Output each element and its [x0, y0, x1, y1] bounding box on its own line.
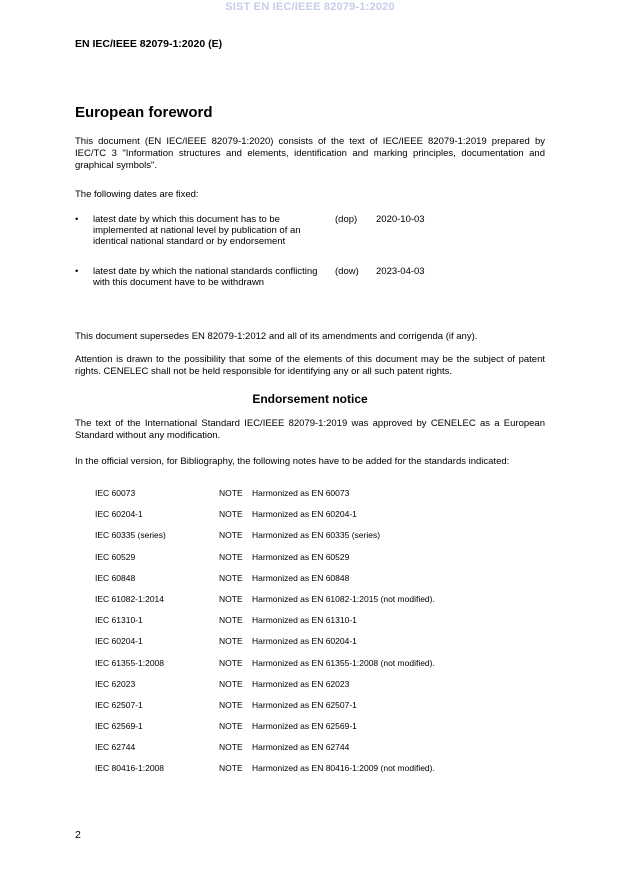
supersedes-text: This document supersedes EN 82079-1:2012 and all of its amendments and corrigenda (if any).: [75, 331, 478, 342]
standard-id: IEC 60204-1: [95, 636, 143, 647]
note-label: NOTE: [219, 763, 243, 774]
list-item: [95, 700, 545, 721]
standard-id: IEC 80416-1:2008: [95, 763, 164, 774]
document-header: EN IEC/IEEE 82079-1:2020 (E): [75, 38, 223, 50]
harmonized-text: Harmonized as EN 60204-1: [252, 509, 357, 520]
bullet-icon: •: [75, 266, 79, 277]
list-item: [95, 594, 545, 615]
list-item: [95, 763, 545, 784]
watermark: SIST EN IEC/IEEE 82079-1:2020: [225, 1, 395, 13]
list-item: [95, 721, 545, 742]
list-item: [95, 615, 545, 636]
note-label: NOTE: [219, 657, 243, 668]
standard-id: IEC 62507-1: [95, 699, 143, 710]
standard-id: IEC 61310-1: [95, 615, 143, 626]
date-item-date: 2020-10-03: [376, 214, 425, 225]
standard-id: IEC 60204-1: [95, 509, 143, 520]
harmonized-text: Harmonized as EN 60204-1: [252, 636, 357, 647]
standard-id: IEC 60073: [95, 488, 136, 498]
note-label: NOTE: [219, 572, 243, 583]
note-label: NOTE: [219, 721, 243, 732]
harmonized-text: Harmonized as EN 61082-1:2015 (not modified).: [252, 593, 435, 604]
date-item-code: (dop): [335, 214, 358, 225]
standard-id: IEC 60529: [95, 551, 136, 562]
standard-id: IEC 61082-1:2014: [95, 593, 164, 604]
harmonized-text: Harmonized as EN 60529: [252, 551, 350, 562]
standard-id: IEC 62023: [95, 678, 136, 689]
dates-intro: The following dates are fixed:: [75, 189, 199, 200]
page-number: 2: [75, 829, 81, 841]
endorsement-title: Endorsement notice: [252, 392, 368, 406]
note-label: NOTE: [219, 742, 243, 753]
standard-id: IEC 60848: [95, 572, 136, 583]
list-item: [95, 742, 545, 763]
harmonized-text: Harmonized as EN 62507-1: [252, 699, 357, 710]
standard-id: IEC 60335 (series): [95, 530, 166, 541]
date-item-text: latest date by which the national standards conflicting with this document have to be withdrawn: [93, 266, 318, 288]
bullet-icon: •: [75, 214, 79, 225]
page-title: European foreword: [75, 104, 213, 121]
list-item: [95, 573, 545, 594]
list-item: [95, 530, 545, 551]
bibliography-intro: In the official version, for Bibliography, the following notes have to be added for the standards indicated:: [75, 456, 510, 467]
list-item: [95, 658, 545, 679]
harmonized-text: Harmonized as EN 60848: [252, 572, 350, 583]
harmonized-text: Harmonized as EN 80416-1:2009 (not modified).: [252, 763, 435, 774]
patent-attention-text: Attention is drawn to the possibility that some of the elements of this document may be the subject of patent rights. CENELEC shall not be held responsible for identifying any or all such patent rights.: [75, 354, 545, 377]
note-label: NOTE: [219, 678, 243, 689]
note-label: NOTE: [219, 636, 243, 647]
note-label: NOTE: [219, 551, 243, 562]
date-item-text: latest date by which this document has to be implemented at national level by publication of an identical national standard or by endorsement: [93, 214, 301, 247]
foreword-intro: This document (EN IEC/IEEE 82079-1:2020) consists of the text of IEC/IEEE 82079-1:2019 prepared by IEC/TC 3 "Information structures and elements, identification and marking principles, documentation and graphical symbols".: [75, 136, 545, 171]
note-label: NOTE: [219, 488, 243, 498]
note-label: NOTE: [219, 615, 243, 626]
harmonized-text: Harmonized as EN 60335 (series): [252, 530, 381, 541]
harmonized-text: Harmonized as EN 60073: [252, 488, 350, 498]
harmonized-text: Harmonized as EN 62744: [252, 742, 350, 753]
list-item: [95, 488, 545, 509]
list-item: [95, 636, 545, 657]
list-item: [95, 552, 545, 573]
note-label: NOTE: [219, 530, 243, 541]
list-item: [95, 509, 545, 530]
note-label: NOTE: [219, 699, 243, 710]
date-item-date: 2023-04-03: [376, 266, 425, 277]
harmonized-text: Harmonized as EN 62569-1: [252, 721, 357, 732]
harmonized-text: Harmonized as EN 61355-1:2008 (not modified).: [252, 657, 435, 668]
harmonized-text: Harmonized as EN 62023: [252, 678, 350, 689]
standard-id: IEC 62569-1: [95, 721, 143, 732]
standard-id: IEC 62744: [95, 742, 136, 753]
date-item-code: (dow): [335, 266, 359, 277]
note-label: NOTE: [219, 593, 243, 604]
standard-id: IEC 61355-1:2008: [95, 657, 164, 668]
note-label: NOTE: [219, 509, 243, 520]
list-item: [95, 679, 545, 700]
endorsement-text: The text of the International Standard IEC/IEEE 82079-1:2019 was approved by CENELEC as a European Standard without any modification.: [75, 418, 545, 441]
harmonized-text: Harmonized as EN 61310-1: [252, 615, 357, 626]
bibliography-notes-list: [95, 488, 545, 785]
